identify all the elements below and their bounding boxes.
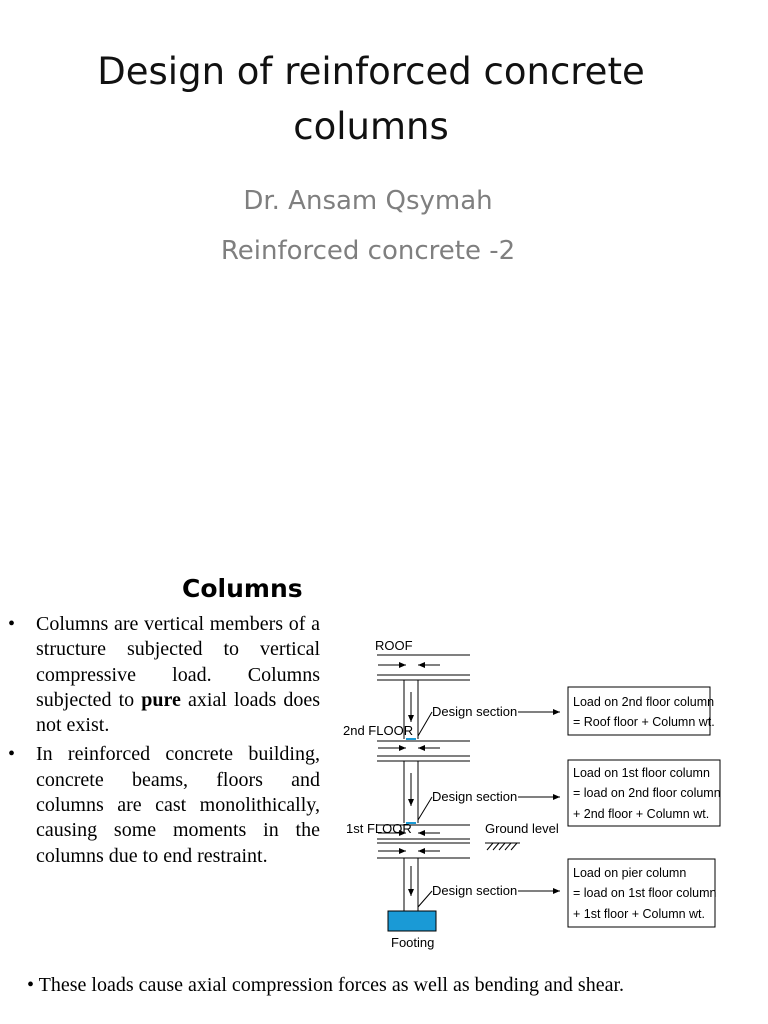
floor-2-label: 2nd FLOOR xyxy=(343,723,414,738)
load-box-text: Load on pier column xyxy=(573,866,687,880)
bullet-marker: • xyxy=(8,613,16,635)
author-name: Dr. Ansam Qsymah xyxy=(243,186,493,216)
load-box-text: Load on 2nd floor column xyxy=(573,695,715,709)
design-section-label: Design section xyxy=(432,704,518,719)
bullet-item-2 xyxy=(8,742,320,868)
bullet-marker: • xyxy=(8,743,16,766)
load-box-text: + 1st floor + Column wt. xyxy=(573,907,706,921)
design-section-leader xyxy=(418,712,432,736)
slide-title xyxy=(40,44,702,154)
design-section-leader xyxy=(418,797,432,820)
footing xyxy=(388,911,436,931)
ground-level-label: Ground level xyxy=(485,821,559,836)
load-box-text: = load on 2nd floor column xyxy=(573,786,721,800)
load-box-text: + 2nd floor + Column wt. xyxy=(573,807,710,821)
roof-slab xyxy=(377,675,470,680)
title-line-1: Design of reinforced concrete xyxy=(97,50,645,93)
bullet-2-text: In reinforced concrete building, concrete beams, floors and columns are cast monolithically, causing some moments in the columns due to end restraint. xyxy=(36,743,320,867)
section-heading: Columns xyxy=(182,574,303,603)
bullet-1-text-b: axial loads does not exist. xyxy=(36,688,320,737)
load-box-text: = load on 1st floor column xyxy=(573,886,717,900)
title-line-2: columns xyxy=(293,105,449,148)
load-box-text: Load on 1st floor column xyxy=(573,766,710,780)
roof-label: ROOF xyxy=(375,638,413,653)
floor-1-label: 1st FLOOR xyxy=(346,821,412,836)
course-name: Reinforced concrete -2 xyxy=(220,236,516,266)
bullet-item-1 xyxy=(8,612,320,738)
design-section-label: Design section xyxy=(432,789,518,804)
bullet-1-text-a: Columns are vertical members of a structure subjected to vertical compressive load. Columns subjected to xyxy=(36,613,320,711)
bullet-1-bold: pure xyxy=(141,688,181,711)
ground-hatch xyxy=(485,843,520,850)
summary-text: • These loads cause axial compression forces as well as bending and shear. xyxy=(27,974,625,996)
design-section-leader xyxy=(418,891,432,907)
design-section-label: Design section xyxy=(432,883,518,898)
column-pier xyxy=(404,858,418,911)
column-load-diagram xyxy=(330,630,730,955)
bullet-list xyxy=(8,612,320,873)
footing-label: Footing xyxy=(391,935,435,950)
floor-2-slab xyxy=(377,741,470,761)
load-box-text: = Roof floor + Column wt. xyxy=(573,715,715,729)
column-middle xyxy=(404,761,418,823)
